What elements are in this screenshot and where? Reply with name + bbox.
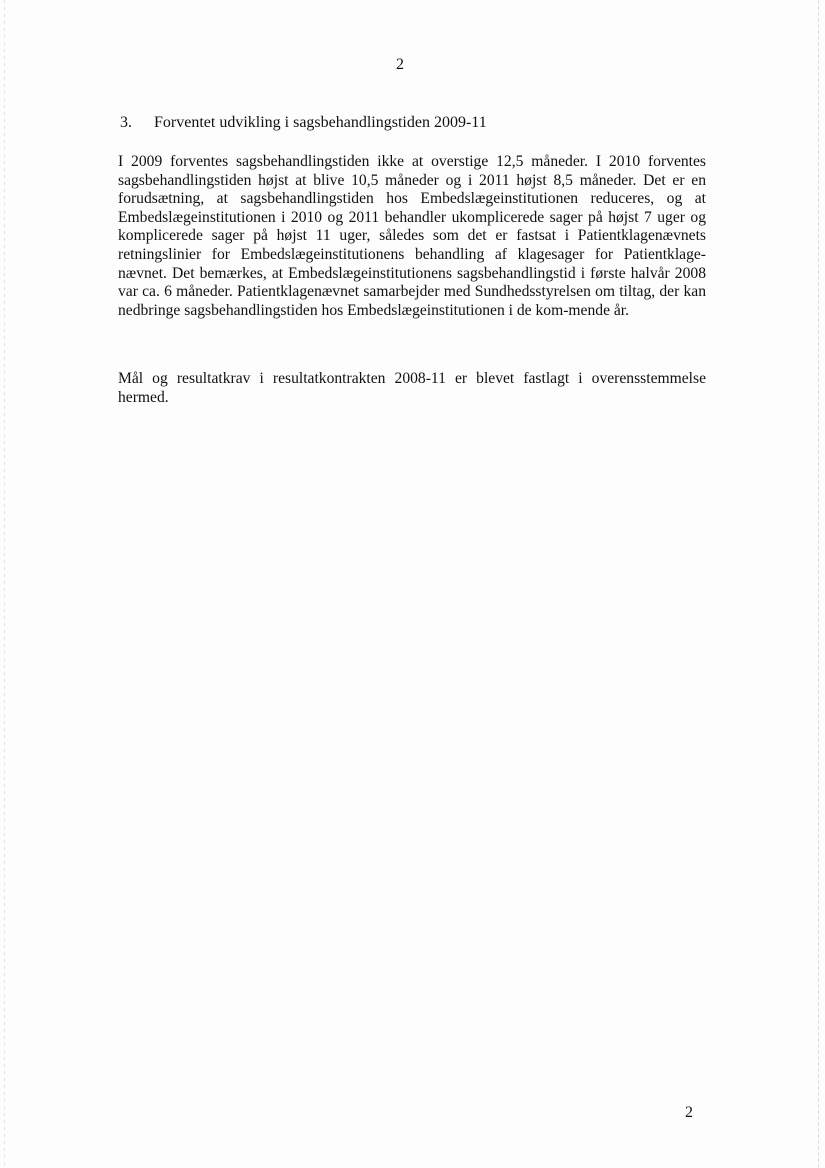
page-number-top: 2 <box>396 56 404 73</box>
scan-edge-right <box>818 0 819 1168</box>
paragraph-processing-time: I 2009 forventes sagsbehandlingstiden ikke at overstige 12,5 måneder. I 2010 forventes sagsbehandlingstiden højst at blive 10,5 måneder og i 2011 højst 8,5 måneder. Det er en forudsætning, at sagsbehandlingstiden hos Embedslægeinstitutionen reduceres, og at Embedslægeinstitutionen i 2010 og 2011 behandler ukomplicerede sager på højst 7 uger og komplicerede sager på højst 11 uger, således som det er fastsat i Patientklagenævnets retningslinier for Embedslægeinstitutionens behandling af klagesager for Patientklage-nævnet. Det bemærkes, at Embedslægeinstitutionens sagsbehandlingstid i første halvår 2008 var ca. 6 måneder. Patientklagenævnet samarbejder med Sundhedsstyrelsen om tiltag, der kan nedbringe sagsbehandlingstiden hos Embedslægeinstitutionen i de kom-mende år. <box>118 153 706 319</box>
page-number-bottom: 2 <box>685 1104 693 1121</box>
section-heading <box>120 114 487 132</box>
section-title: Forventet udvikling i sagsbehandlingstiden 2009-11 <box>154 114 487 131</box>
paragraph-targets: Mål og resultatkrav i resultatkontrakten 2008-11 er blevet fastlagt i overensstemmelse hermed. <box>118 370 706 406</box>
scan-edge-left <box>4 0 5 1168</box>
section-number: 3. <box>120 114 132 131</box>
